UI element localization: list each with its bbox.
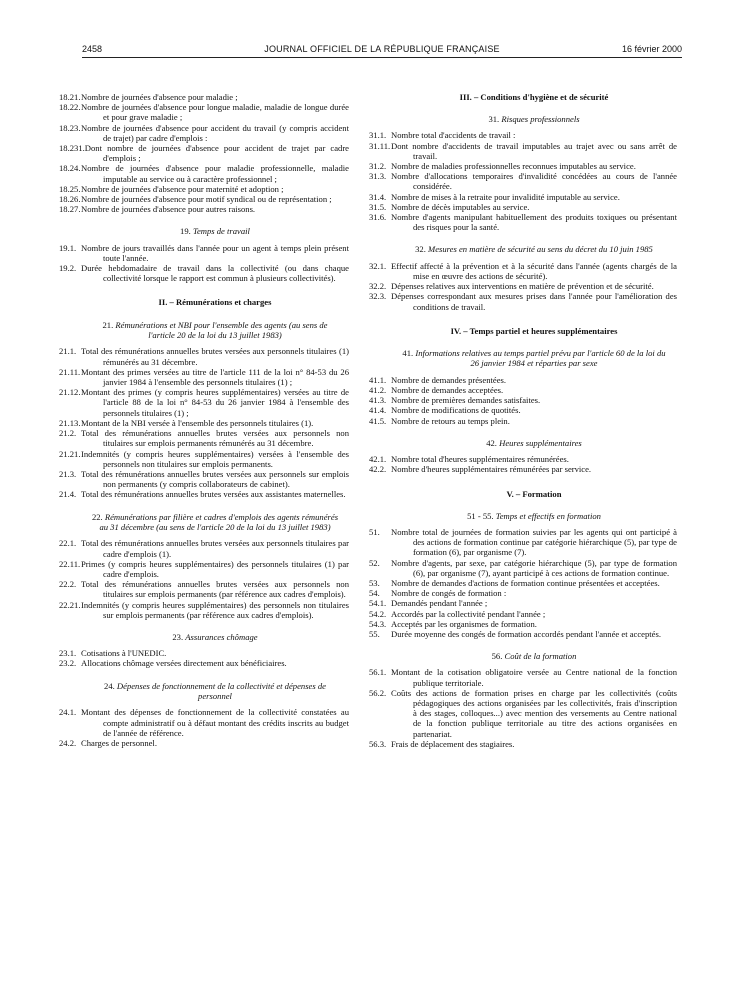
list-item: 21.21 Indemnités (y compris heures supplémentaires) versées à l'ensemble des personnels non titulaires sur emplois permanents. xyxy=(59,448,349,469)
list-item: 56.2 Coûts des actions de formation prises en charge par les collectivités (coûts pédagogiques des actions organisées par les collectivités, frais d'inscription à des stages, colloques...) avec mention des versements au Centre national de la fonction publique territoriale au titre des actions organisées en partenariat. xyxy=(369,687,677,739)
list-42 xyxy=(369,454,677,475)
list-item: 55 Durée moyenne des congés de formation accordés pendant l'année et acceptés. xyxy=(369,628,661,639)
list-item xyxy=(59,143,349,164)
list-item: 31.2 Nombre de maladies professionnelles reconnues imputables au service. xyxy=(369,161,636,172)
subsection-number: 22. xyxy=(91,511,103,522)
item-number: 18.231 . xyxy=(81,143,85,153)
list-22 xyxy=(59,538,349,620)
list-item: 42.1 Nombre total d'heures supplémentaires rémunérées. xyxy=(369,454,569,465)
item-text: Accordés par la collectivité pendant l'année ; xyxy=(391,608,546,619)
list-item: 41.2 Nombre de demandes acceptées. xyxy=(369,385,504,396)
subsection-56-title xyxy=(391,651,677,661)
item-text: Nombre de demandes acceptées. xyxy=(391,385,504,396)
list-item: 41.1 Nombre de demandes présentées. xyxy=(369,374,507,385)
list-31 xyxy=(369,130,677,233)
item-text: Nombre d'heures supplémentaires rémunérées par service. xyxy=(391,464,592,475)
item-text: Total des rémunérations annuelles brutes versées aux personnels non titulaires sur emplois permanents (par référence aux cadres d'emplois). xyxy=(81,579,349,600)
list-41 xyxy=(369,374,677,426)
item-text: Nombre de maladies professionnelles reconnues imputables au service. xyxy=(391,161,636,172)
item-text: Nombre de journées d'absence pour maladie ; xyxy=(81,92,238,102)
item-text: Nombre total d'heures supplémentaires rémunérées. xyxy=(391,454,569,465)
item-text: Cotisations à l'UNEDIC. xyxy=(81,648,167,659)
subsection-23-title xyxy=(81,632,349,642)
list-item: 21.11 Montant des primes versées au titre de l'article 111 de la loi n° 84-53 du 26 janvier 1984 à l'ensemble des personnels titulaires (1) ; xyxy=(59,366,349,388)
subsection-42-title xyxy=(391,438,677,448)
item-text: Nombre de journées d'absence pour maternité et adoption ; xyxy=(81,183,284,194)
subsection-text: Risques professionnels xyxy=(501,114,580,125)
list-item: 53 Nombre de demandes d'actions de formation continue présentées et acceptées. xyxy=(369,577,660,588)
list-item: 21.2 Total des rémunérations annuelles brutes versées aux personnels non titulaires sur emplois permanents rémunérés au 31 décembre. xyxy=(59,428,349,449)
list-item: 32.1 Effectif affecté à la prévention et à la sécurité dans l'année (agents chargés de la mise en œuvre des actions de sécurité). xyxy=(369,260,677,282)
subsection-text: Temps et effectifs en formation xyxy=(495,510,601,521)
item-text: Nombre d'agents, par sexe, par catégorie hiérarchique (5), par type de formation (6), par organisme (7), ayant participé à ces actions de formation continue. xyxy=(391,557,677,578)
list-item: 31.6 Nombre d'agents manipulant habituellement des produits toxiques ou présentant des risques pour la santé. xyxy=(369,212,677,233)
item-text: Frais de déplacement des stagiaires. xyxy=(391,738,515,749)
item-text: Nombre de journées d'absence pour maladie professionnelle, maladie imputable au service ou à caractère professionnel ; xyxy=(81,163,349,184)
page-header xyxy=(82,44,682,58)
subsection-text: Temps de travail xyxy=(192,226,250,237)
item-text: Nombre de premières demandes satisfaites. xyxy=(391,395,541,406)
item-text: Montant des primes versées au titre de l'article 111 de la loi n° 84-53 du 26 janvier 1984 à l'ensemble des personnels titulaires (1) ; xyxy=(81,366,349,388)
list-item: 32.3 Dépenses correspondant aux mesures prises dans l'année pour l'amélioration des conditions de travail. xyxy=(369,291,677,312)
item-text: Indemnités (y compris heures supplémentaires) des personnels non titulaires sur emplois permanents (par référence aux cadres d'emplois). xyxy=(81,599,349,620)
list-item: 18.27 Nombre de journées d'absence pour autres raisons. xyxy=(59,204,256,215)
item-text: Demandés pendant l'année ; xyxy=(391,598,488,609)
item-text: Montant des dépenses de fonctionnement de la collectivité constatées au compte administratif ou à défaut montant des crédits inscrits au budget de l'année de référence. xyxy=(81,707,349,738)
list-item: 22.21 Indemnités (y compris heures supplémentaires) des personnels non titulaires sur emplois permanents (par référence aux cadres d'emplois). xyxy=(59,599,349,620)
item-text: Nombre de retours au temps plein. xyxy=(391,415,510,426)
publication-date: 16 février 2000 xyxy=(621,44,682,54)
section-3-title: III. – Conditions d'hygiène et de sécurité xyxy=(459,92,609,102)
list-item: 21.13 Montant de la NBI versée à l'ensemble des personnels titulaires (1). xyxy=(59,417,314,428)
list-item: 18.25 Nombre de journées d'absence pour maternité et adoption ; xyxy=(59,183,284,194)
subsection-24-title xyxy=(89,681,341,702)
list-item: 31.4 Nombre de mises à la retraite pour invalidité imputable au service. xyxy=(369,191,620,202)
list-item: 18.23 Nombre de journées d'absence pour accident du travail (y compris accident de trajet) par cadre d'emplois : xyxy=(59,122,349,143)
item-text: Nombre de mises à la retraite pour invalidité imputable au service. xyxy=(391,191,620,202)
list-item: 23.1 Cotisations à l'UNEDIC. xyxy=(59,648,167,659)
item-text: Dépenses correspondant aux mesures prises dans l'année pour l'amélioration des conditions de travail. xyxy=(391,291,677,312)
subsection-number: 51 - 55. xyxy=(467,510,494,521)
list-item: 24.1 Montant des dépenses de fonctionnement de la collectivité constatées au compte administratif ou à défaut montant des crédits inscrits au budget de l'année de référence. xyxy=(59,707,349,738)
item-text: Effectif affecté à la prévention et à la sécurité dans l'année (agents chargés de la mise en œuvre des actions de sécurité). xyxy=(391,260,677,282)
list-item: 31.1 Nombre total d'accidents de travail : xyxy=(369,130,516,141)
item-text: Dépenses relatives aux interventions en matière de prévention et de sécurité. xyxy=(391,281,654,292)
item-text: Durée moyenne des congés de formation accordés pendant l'année et acceptés. xyxy=(391,628,661,639)
list-item: 56.3 Frais de déplacement des stagiaires. xyxy=(369,738,515,749)
subsection-19-title xyxy=(81,226,349,236)
item-text: Total des rémunérations annuelles brutes versées aux personnels sur emplois non permanents (y compris collaborateurs de cabinet). xyxy=(81,468,349,490)
section-5-title: V. – Formation xyxy=(506,488,562,499)
subsection-51-title xyxy=(391,511,677,521)
subsection-number: 32. xyxy=(415,244,426,255)
subsection-text: Mesures en matière de sécurité au sens du décret du 10 juin 1985 xyxy=(428,244,653,255)
subsection-number: 42. xyxy=(486,437,497,448)
item-text: Nombre de journées d'absence pour autres raisons. xyxy=(81,204,256,215)
list-item: 31.3 Nombre d'allocations temporaires d'invalidité concédées au cours de l'année considérée. xyxy=(369,171,677,192)
list-item: 51 Nombre total de journées de formation suivies par les agents qui ont participé à des actions de formation continue par catégorie hiérarchique (5), par type de formation (6), par organisme (7). xyxy=(369,526,677,558)
item-text: Nombre total d'accidents de travail : xyxy=(391,130,516,141)
subsection-21-title xyxy=(89,320,341,341)
item-text: Total des rémunérations annuelles brutes versées aux personnels titulaires par cadre d'emplois (1). xyxy=(81,538,349,559)
list-19 xyxy=(59,242,349,284)
item-text: Montant de la NBI versée à l'ensemble des personnels titulaires (1). xyxy=(81,417,314,428)
section-2-title: II. – Rémunérations et charges xyxy=(158,297,272,308)
subsection-text: Coût de la formation xyxy=(504,651,577,662)
list-51 xyxy=(369,526,677,639)
subsection-text: Dépenses de fonctionnement de la collectivité et dépenses de personnel xyxy=(116,680,326,701)
list-18 xyxy=(59,92,349,215)
list-item: 31.5 Nombre de décès imputables au service. xyxy=(369,201,530,212)
list-item: 23.2 Allocations chômage versées directement aux bénéficiaires. xyxy=(59,658,287,669)
item-text: Nombre de jours travaillés dans l'année pour un agent à temps plein présent toute l'année. xyxy=(81,242,349,263)
subsection-text: Informations relatives au temps partiel prévu par l'article 60 de la loi du 26 janvier 1984 et réparties par sexe xyxy=(415,348,666,369)
list-item: 21.3 Total des rémunérations annuelles brutes versées aux personnels sur emplois non permanents (y compris collaborateurs de cabinet). xyxy=(59,468,349,490)
list-32 xyxy=(369,260,677,312)
item-text: Total des rémunérations annuelles brutes versées aux assistantes maternelles. xyxy=(81,489,346,500)
item-text: Coûts des actions de formation prises en charge par les collectivités (coûts pédagogiques des actions organisées par les collectivités, frais d'inscription à des stages, colloques...) avec mention des versements au Centre national de la fonction publique territoriale au titre des actions organisées en partenariat. xyxy=(391,687,677,739)
item-text: Nombre de demandes présentées. xyxy=(391,374,507,385)
list-item: 22.1 Total des rémunérations annuelles brutes versées aux personnels titulaires par cadre d'emplois (1). xyxy=(59,538,349,559)
subsection-text: Assurances chômage xyxy=(185,631,258,642)
item-text: Montant de la cotisation obligatoire versée au Centre national de la fonction publique territoriale. xyxy=(391,667,677,688)
item-text: Montant des primes (y compris heures supplémentaires) versées au titre de l'article 88 de la loi n° 84-53 du 26 janvier 1984 à l'ensemble des personnels titulaires (1) ; xyxy=(81,387,349,418)
item-text: Nombre d'agents manipulant habituellement des produits toxiques ou présentant des risques pour la santé. xyxy=(391,212,677,233)
item-text: Nombre de journées d'absence pour longue maladie, maladie de longue durée et pour grave maladie ; xyxy=(81,102,349,123)
list-item: 19.2 Durée hebdomadaire de travail dans la collectivité (ou dans chaque collectivité lorsque le rapport est commun à plusieurs collectivités). xyxy=(59,263,349,284)
subsection-32-title xyxy=(399,244,669,254)
item-text: Acceptés par les organismes de formation. xyxy=(391,618,537,629)
subsection-number: 24. xyxy=(104,680,115,691)
list-item: 54 Nombre de congés de formation : xyxy=(369,588,507,599)
item-text: Dont nombre de journées d'absence pour accident de trajet par cadre d'emplois ; xyxy=(84,143,349,164)
list-item: 21.12 Montant des primes (y compris heures supplémentaires) versées au titre de l'article 88 de la loi n° 84-53 du 26 janvier 1984 à l'ensemble des personnels titulaires (1) ; xyxy=(59,387,349,418)
subsection-number: 21. xyxy=(102,319,114,330)
subsection-number: 41. xyxy=(402,348,414,359)
list-item: 56.1 Montant de la cotisation obligatoire versée au Centre national de la fonction publique territoriale. xyxy=(369,667,677,688)
right-column xyxy=(369,92,677,749)
list-item: 54.2 Accordés par la collectivité pendant l'année ; xyxy=(369,608,546,619)
subsection-text: Rémunérations par filière et cadres d'emplois des agents rémunérés au 31 décembre (au sens de l'article 20 de la loi du 13 juillet 1983) xyxy=(99,511,339,532)
item-text: Dont nombre d'accidents de travail imputables au trajet avec ou sans arrêt de travail. xyxy=(391,140,677,161)
subsection-number: 31. xyxy=(488,114,500,125)
list-item: 31.11 Dont nombre d'accidents de travail imputables au trajet avec ou sans arrêt de travail. xyxy=(369,140,677,161)
item-text: Nombre total de journées de formation suivies par les agents qui ont participé à des actions de formation continue par catégorie hiérarchique (5), par type de formation (6), par organisme (7). xyxy=(391,526,677,558)
list-23 xyxy=(59,648,349,669)
list-item: 22.2 Total des rémunérations annuelles brutes versées aux personnels non titulaires sur emplois permanents (par référence aux cadres d'emplois). xyxy=(59,579,349,600)
list-item: 41.3 Nombre de premières demandes satisfaites. xyxy=(369,395,541,406)
list-item: 21.4 Total des rémunérations annuelles brutes versées aux assistantes maternelles. xyxy=(59,489,346,500)
list-item: 18.21 Nombre de journées d'absence pour maladie ; xyxy=(59,92,238,102)
list-item: 18.26 Nombre de journées d'absence pour motif syndical ou de représentation ; xyxy=(59,194,332,205)
item-text: Nombre d'allocations temporaires d'invalidité concédées au cours de l'année considérée. xyxy=(391,171,677,192)
list-item: 42.2 Nombre d'heures supplémentaires rémunérées par service. xyxy=(369,464,592,475)
subsection-41-title xyxy=(399,348,669,369)
item-text: Nombre de demandes d'actions de formation continue présentées et acceptées. xyxy=(391,577,660,588)
item-text: Indemnités (y compris heures supplémentaires) versées à l'ensemble des personnels non titulaires sur emplois permanents. xyxy=(81,448,349,469)
item-text: Charges de personnel. xyxy=(81,737,157,748)
item-text: Durée hebdomadaire de travail dans la collectivité (ou dans chaque collectivité lorsque le rapport est commun à plusieurs collectivités). xyxy=(81,263,349,284)
list-21 xyxy=(59,346,349,500)
list-item: 21.1 Total des rémunérations annuelles brutes versées aux personnels titulaires (1) rémunérés au 31 décembre. xyxy=(59,346,349,367)
item-text: Allocations chômage versées directement aux bénéficiaires. xyxy=(81,658,287,669)
item-text: Total des rémunérations annuelles brutes versées aux personnels non titulaires sur emplois permanents rémunérés au 31 décembre. xyxy=(81,428,349,449)
item-text: Total des rémunérations annuelles brutes versées aux personnels titulaires (1) rémunérés au 31 décembre. xyxy=(81,346,349,367)
item-text: Nombre de modifications de quotités. xyxy=(391,405,521,416)
item-text: Nombre de congés de formation : xyxy=(391,588,507,599)
list-item: 22.11 Primes (y compris heures supplémentaires) des personnels titulaires (1) par cadre d'emplois. xyxy=(59,558,349,579)
list-56 xyxy=(369,667,677,749)
page-number: 2458 xyxy=(82,44,103,54)
header-rule xyxy=(82,57,682,58)
list-item: 32.2 Dépenses relatives aux interventions en matière de prévention et de sécurité. xyxy=(369,281,654,292)
section-4-title: IV. – Temps partiel et heures supplémentaires xyxy=(450,325,618,336)
list-24 xyxy=(59,707,349,748)
list-item: 54.3 Acceptés par les organismes de formation. xyxy=(369,618,537,629)
item-text: Nombre de journées d'absence pour accident du travail (y compris accident de trajet) par cadre d'emplois : xyxy=(81,122,349,143)
subsection-22-title xyxy=(89,512,341,533)
subsection-number: 19. xyxy=(180,226,191,237)
left-column xyxy=(59,92,349,748)
list-item: 19.1 Nombre de jours travaillés dans l'année pour un agent à temps plein présent toute l'année. xyxy=(59,242,349,263)
subsection-number: 23. xyxy=(172,631,184,642)
list-item: 54.1 Demandés pendant l'année ; xyxy=(369,598,488,609)
subsection-31-title xyxy=(391,114,677,124)
list-item: 41.4 Nombre de modifications de quotités. xyxy=(369,405,521,416)
subsection-text: Rémunérations et NBI pour l'ensemble des agents (au sens de l'article 20 de la loi du 13 juillet 1983) xyxy=(115,319,328,341)
list-item: 41.5 Nombre de retours au temps plein. xyxy=(369,415,510,426)
item-text: Nombre de décès imputables au service. xyxy=(391,201,530,212)
subsection-text: Heures supplémentaires xyxy=(499,437,582,448)
item-text: Nombre de journées d'absence pour motif syndical ou de représentation ; xyxy=(81,194,332,205)
journal-title: JOURNAL OFFICIEL DE LA RÉPUBLIQUE FRANÇAISE xyxy=(264,44,500,54)
list-item: 24.2 Charges de personnel. xyxy=(59,737,157,748)
item-text: Primes (y compris heures supplémentaires) des personnels titulaires (1) par cadre d'emplois. xyxy=(81,558,349,579)
subsection-number: 56. xyxy=(491,651,503,662)
list-item: 18.22 Nombre de journées d'absence pour longue maladie, maladie de longue durée et pour grave maladie ; xyxy=(59,102,349,123)
list-item: 18.24 Nombre de journées d'absence pour maladie professionnelle, maladie imputable au service ou à caractère professionnel ; xyxy=(59,163,349,184)
list-item: 52 Nombre d'agents, par sexe, par catégorie hiérarchique (5), par type de formation (6), par organisme (7), ayant participé à ces actions de formation continue. xyxy=(369,557,677,578)
